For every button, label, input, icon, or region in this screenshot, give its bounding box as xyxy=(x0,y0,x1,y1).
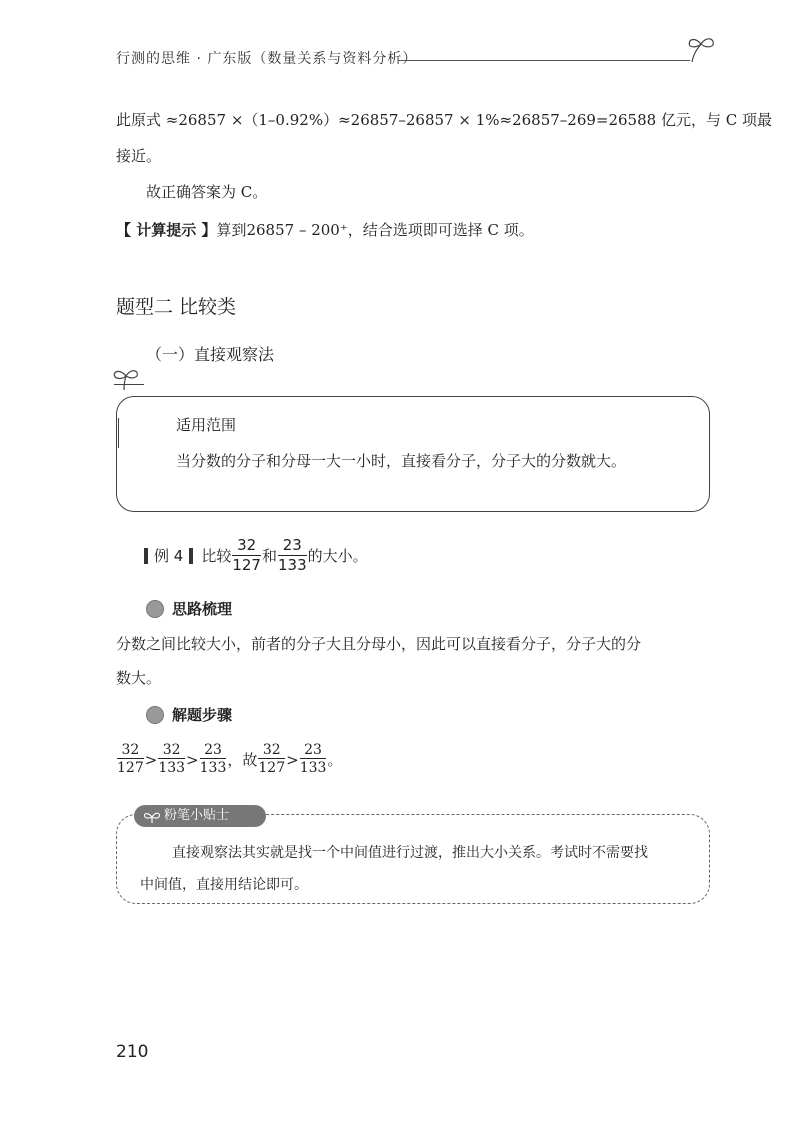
scope-title: 适用范围 xyxy=(176,416,237,434)
answer-text: 故正确答案为 C。 xyxy=(146,183,268,201)
example-connector: 和 xyxy=(261,547,277,565)
fraction: $\frac{23}{133}$ xyxy=(299,742,327,776)
tips-label: 粉笔小贴士 xyxy=(164,808,230,823)
scope-text: 当分数的分子和分母一大一小时，直接看分子，分子大的分数就大。 xyxy=(176,452,627,470)
calc-line-2: 接近。 xyxy=(116,147,162,165)
fraction: $\frac{32}{127}$ xyxy=(258,742,286,776)
fraction: $\frac{23}{133}$ xyxy=(277,536,307,574)
steps-mid: ，故 xyxy=(227,751,258,769)
header-rule xyxy=(398,60,690,61)
tips-line-2: 中间值，直接用结论即可。 xyxy=(140,877,308,893)
steps-end: 。 xyxy=(327,751,343,769)
section-subtitle: （一）直接观察法 xyxy=(146,345,275,364)
hint-text: 算到26857 – 200⁺，结合选项即可选择 C 项。 xyxy=(216,221,534,239)
gt-sign: > xyxy=(286,750,299,769)
fraction: $\frac{32}{127}$ xyxy=(232,536,261,574)
fraction: $\frac{32}{127}$ xyxy=(117,742,144,776)
steps-title: 解题步骤 xyxy=(172,706,233,724)
sprout-icon xyxy=(110,364,140,392)
thinking-icon xyxy=(146,600,164,618)
running-header: 行测的思维 · 广东版（数量关系与资料分析） xyxy=(116,51,418,67)
thinking-title: 思路梳理 xyxy=(172,600,233,618)
steps-icon xyxy=(146,706,164,724)
thinking-line-1: 分数之间比较大小，前者的分子大且分母小，因此可以直接看分子，分子大的分 xyxy=(116,635,642,653)
calc-line-1: 此原式 ≈26857 ×（1–0.92%）≈26857–26857 × 1%≈26857–269=26588 亿元，与 C 项最 xyxy=(116,111,772,129)
connector-line xyxy=(114,384,144,385)
steps-expression xyxy=(116,742,342,777)
fraction: $\frac{32}{133}$ xyxy=(158,742,186,776)
bracket-mark xyxy=(189,548,193,564)
example-line xyxy=(144,536,368,575)
hint-label: 【 计算提示 】 xyxy=(116,221,217,239)
sprout-icon xyxy=(684,34,718,64)
calc-hint xyxy=(116,216,534,244)
example-suffix: 的大小。 xyxy=(307,547,368,565)
thinking-line-2: 数大。 xyxy=(116,669,162,687)
tips-line-1: 直接观察法其实就是找一个中间值进行过渡，推出大小关系。考试时不需要找 xyxy=(172,845,648,861)
example-label: 例 4 xyxy=(154,547,184,565)
example-prefix: 比较 xyxy=(201,547,232,565)
page-number: 210 xyxy=(116,1042,149,1062)
gt-sign: > xyxy=(144,750,158,769)
fraction: $\frac{23}{133}$ xyxy=(199,742,227,776)
section-title: 题型二 比较类 xyxy=(116,296,237,318)
sprout-icon xyxy=(142,808,162,824)
bracket-mark xyxy=(144,548,148,564)
gt-sign: > xyxy=(186,750,199,769)
